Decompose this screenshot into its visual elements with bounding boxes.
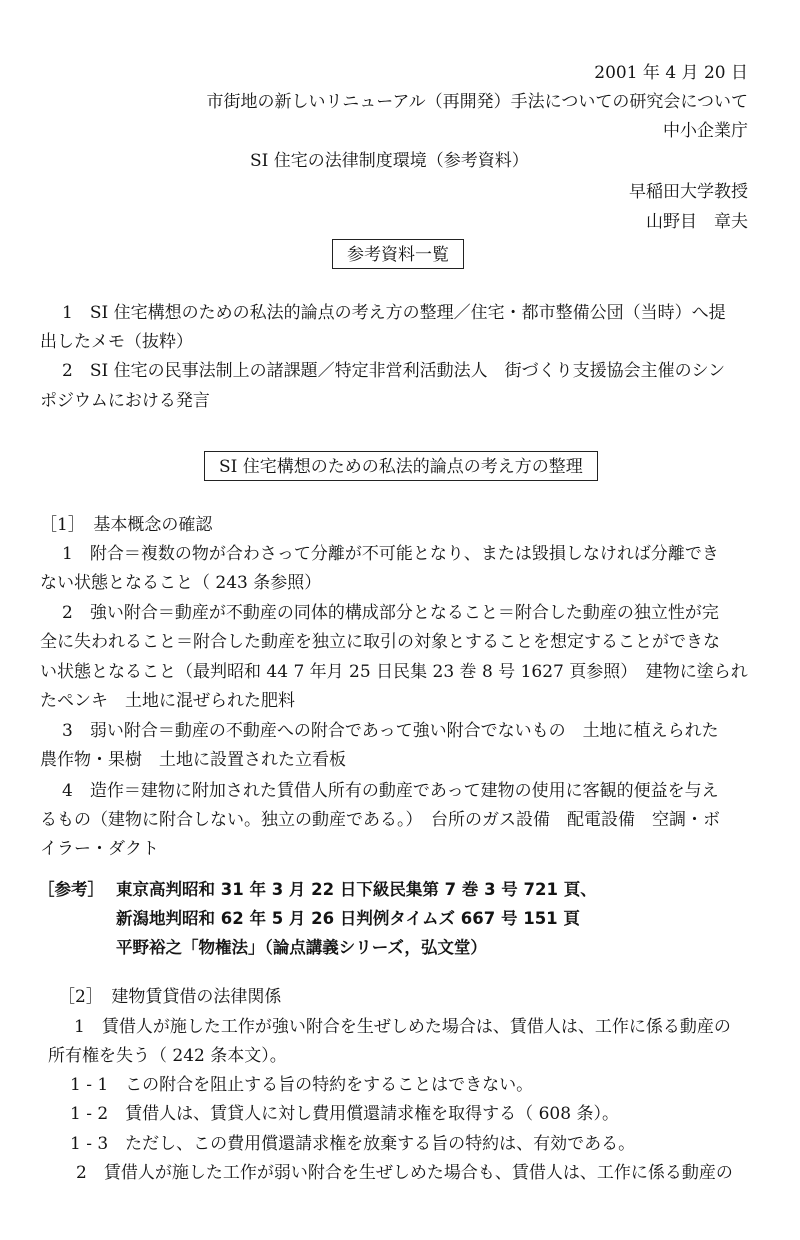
reference-item-1-line-1: 1 SI 住宅構想のための私法的論点の考え方の整理／住宅・都市整備公団（当時）へ提 <box>62 303 726 323</box>
reference-label: ［参考］ <box>38 880 104 899</box>
item-2-line-3: い状態となること（最判昭和 44 7 年月 25 日民集 23 巻 8 号 1627 頁参照） 建物に塗られ <box>40 662 748 682</box>
section-1-heading: ［1］ 基本概念の確認 <box>40 515 213 535</box>
item-1-line-1: 1 附合＝複数の物が合わさって分離が不可能となり、または毀損しなければ分離でき <box>62 544 719 564</box>
section-2-heading: ［2］ 建物賃貸借の法律関係 <box>58 987 282 1007</box>
item-4-line-3: イラー・ダクト <box>40 839 159 859</box>
item-4-line-2: るもの（建物に附合しない。独立の動産である。） 台所のガス設備 配電設備 空調・ボ <box>40 810 720 830</box>
reference-item-2-line-1: 2 SI 住宅の民事法制上の諸課題／特定非営利活動法人 街づくり支援協会主催のシン <box>62 361 726 381</box>
section-2-sub-1-2: 1 - 2 賃借人は、賃貸人に対し費用償還請求権を取得する（ 608 条）。 <box>70 1104 619 1124</box>
section-2-para-2-line-1: 2 賃借人が施した工作が弱い附合を生ぜしめた場合も、賃借人は、工作に係る動産の <box>76 1163 733 1183</box>
item-3-line-1: 3 弱い附合＝動産の不動産への附合であって強い附合でないもの 土地に植えられた <box>62 721 719 741</box>
item-2-line-1: 2 強い附合＝動産が不動産の同体的構成部分となること＝附合した動産の独立性が完 <box>62 603 719 623</box>
item-3-line-2: 農作物・果樹 土地に設置された立看板 <box>40 750 346 770</box>
document-title: SI 住宅の法律制度環境（参考資料） <box>250 151 529 171</box>
item-2-line-2: 全に失われること＝附合した動産を独立に取引の対象とすることを想定することができな <box>40 632 720 652</box>
reference-list-title: 参考資料一覧 <box>332 239 464 269</box>
reference-citation-2: 新潟地判昭和 62 年 5 月 26 日判例タイムズ 667 号 151 頁 <box>116 909 580 928</box>
reference-citation-3: 平野裕之「物権法」（論点講義シリーズ，弘文堂） <box>116 938 487 957</box>
section-title-box: SI 住宅構想のための私法的論点の考え方の整理 <box>204 451 598 481</box>
section-2-sub-1-1: 1 - 1 この附合を阻止する旨の特約をすることはできない。 <box>70 1075 534 1095</box>
item-2-line-4: たペンキ 土地に混ぜられた肥料 <box>40 691 295 711</box>
section-2-sub-1-3: 1 - 3 ただし、この費用償還請求権を放棄する旨の特約は、有効である。 <box>70 1134 636 1154</box>
reference-item-2-line-2: ポジウムにおける発言 <box>40 391 210 411</box>
reference-item-1-line-2: 出したメモ（抜粋） <box>40 332 193 352</box>
author-affiliation: 早稲田大学教授 <box>629 182 748 202</box>
item-1-line-2: ない状態となること（ 243 条参照） <box>40 573 322 593</box>
meeting-title: 市街地の新しいリニューアル（再開発）手法についての研究会について <box>206 92 748 112</box>
agency: 中小企業庁 <box>663 121 748 141</box>
section-2-para-1-line-1: 1 賃借人が施した工作が強い附合を生ぜしめた場合は、賃借人は、工作に係る動産の <box>74 1017 731 1037</box>
item-4-line-1: 4 造作＝建物に附加された賃借人所有の動産であって建物の使用に客観的便益を与え <box>62 781 719 801</box>
reference-citation-1: 東京高判昭和 31 年 3 月 22 日下級民集第 7 巻 3 号 721 頁、 <box>116 880 597 899</box>
section-2-para-1-line-2: 所有権を失う（ 242 条本文）。 <box>48 1046 287 1066</box>
date: 2001 年 4 月 20 日 <box>594 63 748 83</box>
author-name: 山野目 章夫 <box>646 212 748 232</box>
